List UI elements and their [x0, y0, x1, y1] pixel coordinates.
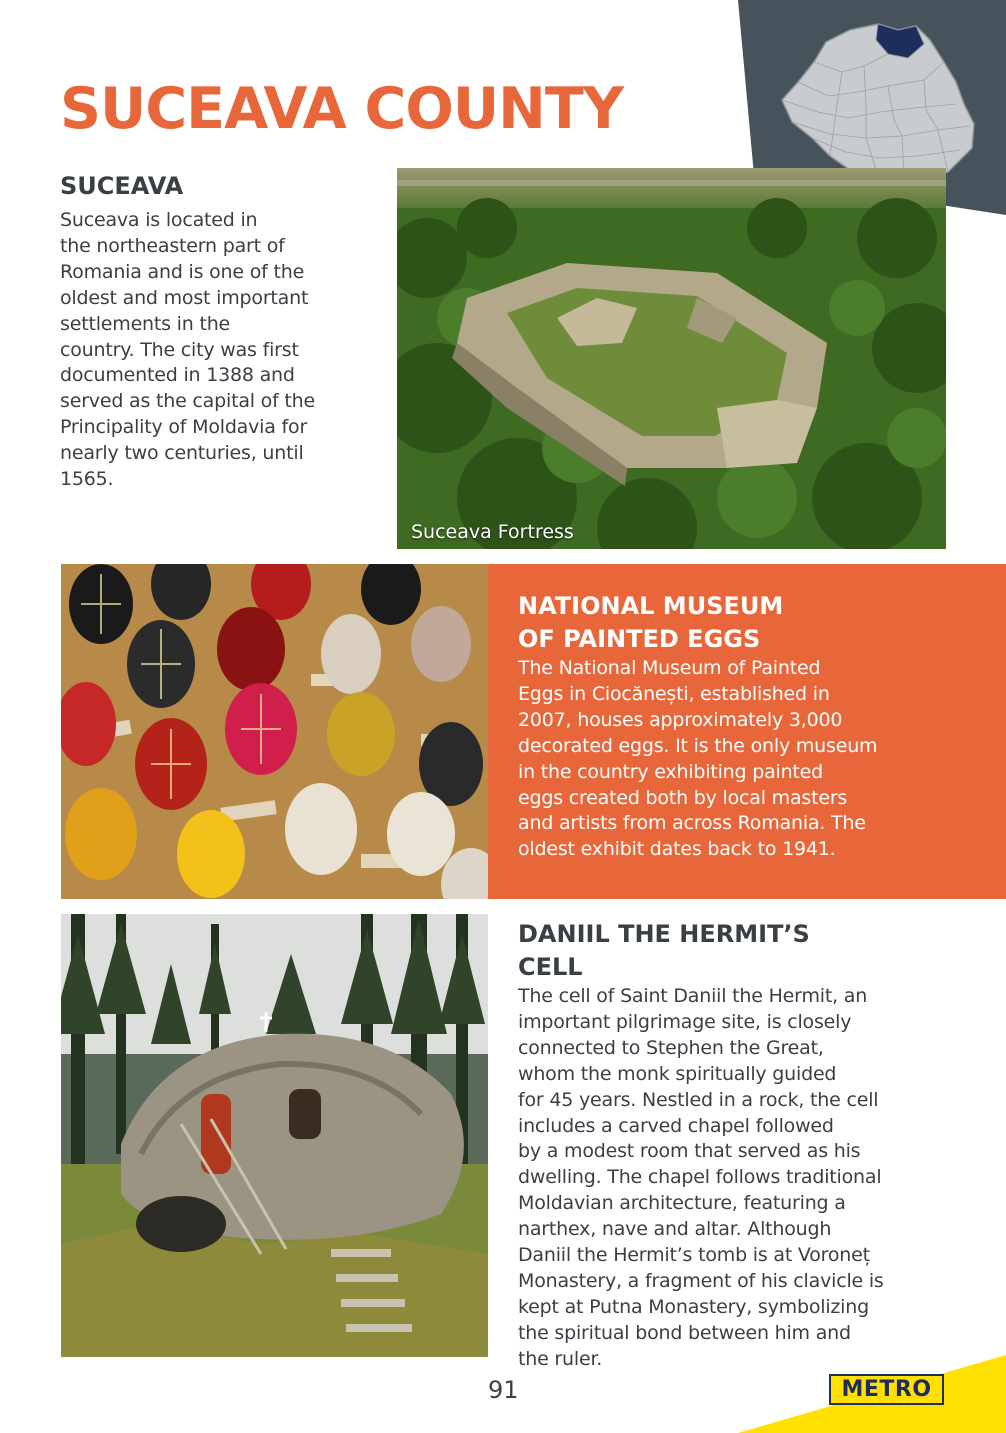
photo-caption: Suceava Fortress	[411, 521, 574, 543]
section-body-hermit-cell: The cell of Saint Daniil the Hermit, an important pilgrimage site, is closely connected to Stephen the Great, whom the monk spiritually guided for 45 years. Nestled in a rock, the cell includes a carved chapel followed by a modest room that served as his dwelling. The chapel follows traditional Moldavian architecture, featuring a narthex, nave and altar. Although Daniil the Hermit’s tomb is at Voroneț Monastery, a fragment of his clavicle is kept at Putna Monastery, symbolizing the spiritual bond between him and the ruler.	[518, 985, 884, 1370]
page-number: 91	[488, 1376, 519, 1404]
metro-logo-text: METRO	[841, 1377, 932, 1402]
painted-eggs-panel	[488, 564, 1006, 899]
section-heading-hermit-cell: DANIIL THE HERMIT’S CELL	[518, 920, 810, 981]
section-heading-suceava: SUCEAVA	[60, 172, 184, 200]
section-body-suceava: Suceava is located in the northeastern part of Romania and is one of the oldest and most important settlements in the country. The city was first documented in 1388 and served as the capital of the Principality of Moldavia for nearly two centuries, until 1565.	[60, 209, 316, 491]
section-body-painted-eggs: The National Museum of Painted Eggs in Ciocănești, established in 2007, houses approximately 3,000 decorated eggs. It is the only museum in the country exhibiting painted eggs created both by local masters and artists from across Romania. The oldest exhibit dates back to 1941.	[518, 657, 878, 861]
metro-logo	[829, 1374, 944, 1405]
page-title: SUCEAVA COUNTY	[60, 76, 623, 142]
suceava-fortress-photo	[397, 168, 946, 549]
hermit-cell-photo	[61, 914, 488, 1357]
section-heading-painted-eggs: NATIONAL MUSEUM OF PAINTED EGGS	[518, 592, 784, 653]
painted-eggs-photo	[61, 564, 488, 899]
